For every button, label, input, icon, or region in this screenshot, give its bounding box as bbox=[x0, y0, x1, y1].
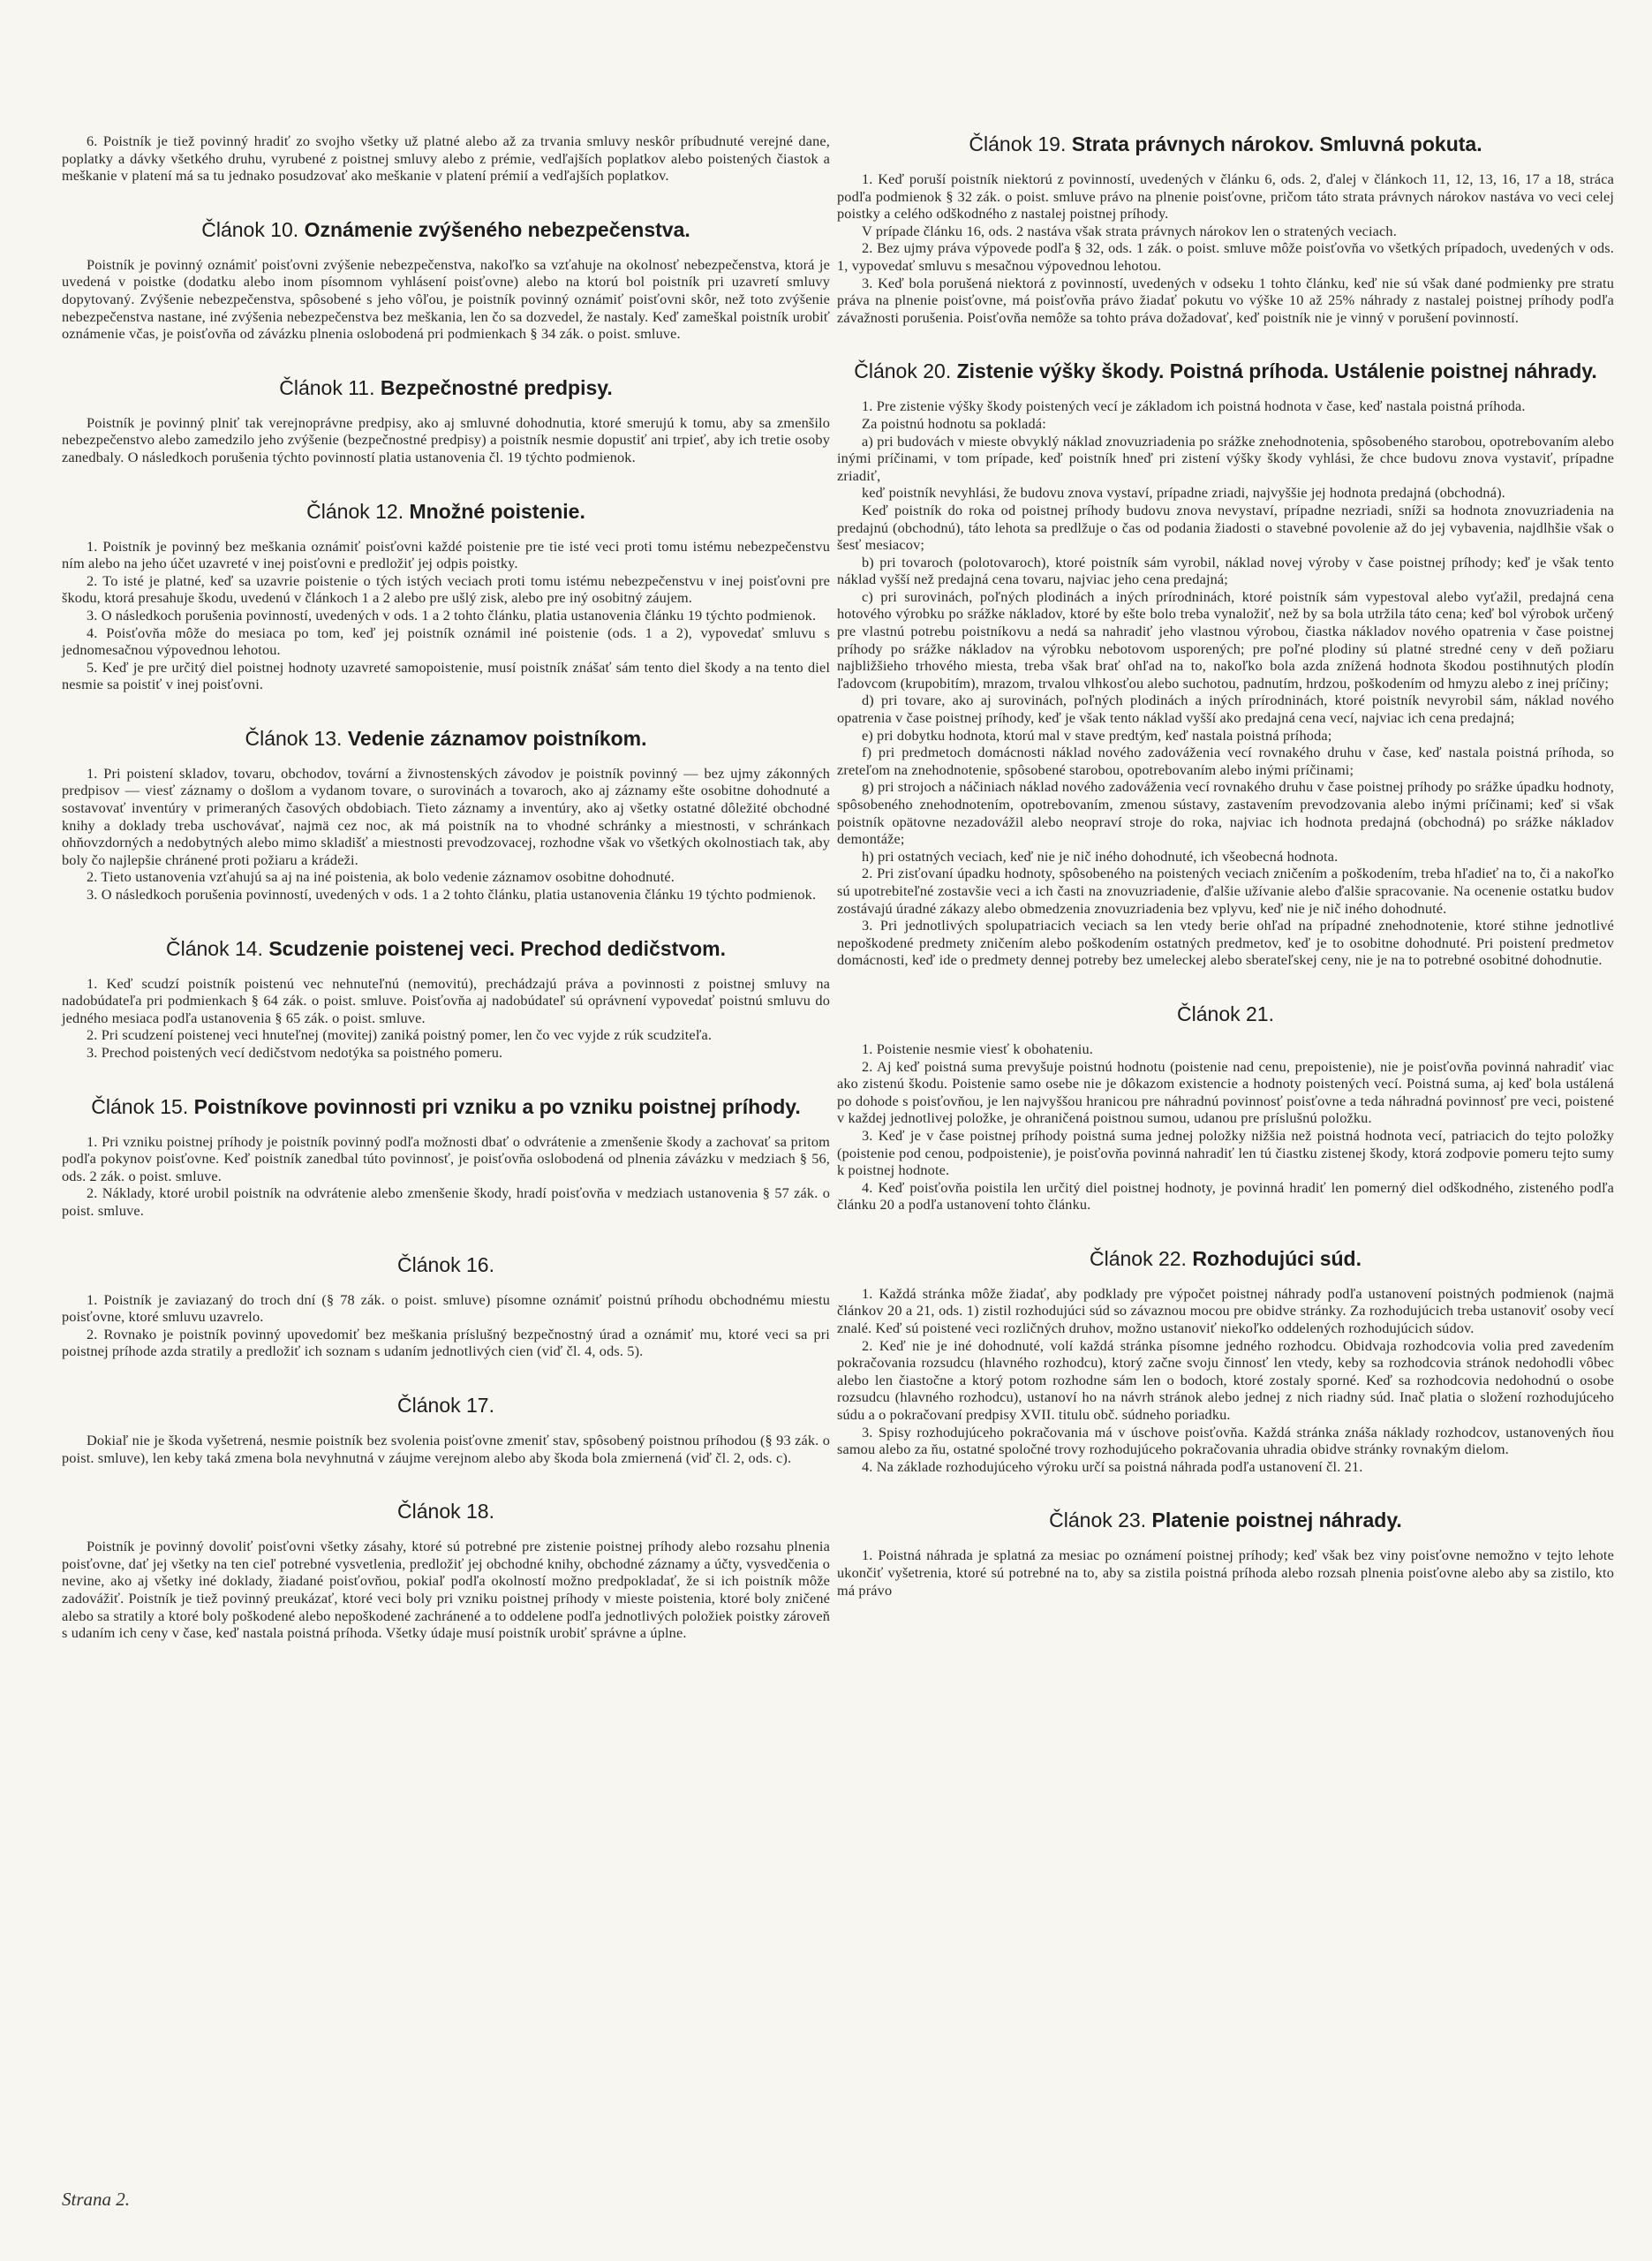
article-number: Článok 11. bbox=[279, 375, 375, 399]
article-paragraph: 4. Na základe rozhodujúceho výroku určí sa poistná náhrada podľa ustanovení čl. 21. bbox=[862, 1457, 1363, 1475]
article-paragraph: 2. Pri scudzení poistenej veci hnuteľnej (movitej) zaniká poistný pomer, len čo vec vyjde z rúk scudziteľa. bbox=[87, 1026, 713, 1044]
article-number: Článok 21. bbox=[1177, 1002, 1274, 1025]
article-paragraph: Za poistnú hodnotu sa pokladá: bbox=[862, 414, 1046, 432]
article-number: Článok 15. bbox=[91, 1094, 189, 1118]
article-paragraph: 5. Keď je pre určitý diel poistnej hodnoty uzavreté samopoistenie, musí poistník znášať sám tento diel škody a na tento diel nesmie sa poistiť v inej poisťovni. bbox=[62, 658, 830, 693]
article bbox=[62, 727, 830, 904]
article-heading bbox=[62, 1253, 830, 1277]
article-title: Zistenie výšky škody. Poistná príhoda. Ustálenie poistnej náhrady. bbox=[956, 359, 1597, 383]
article-paragraph: b) pri tovaroch (polotovaroch), ktoré poistník sám vyrobil, náklad novej výroby v čase poistnej príhody; keď je však tento náklad vyšší než predajná cena tovaru, najviac jeho cena predajná; bbox=[837, 553, 1614, 588]
article-number: Článok 13. bbox=[245, 726, 343, 750]
article-paragraph: 1. Pri poistení skladov, tovaru, obchodov, tovární a živnostenských závodov je poistník povinný — bez ujmy zákonných predpisov — viesť záznamy o došlom a vydanom tovare, o surovinách a tovaroch, ako aj záznamy ešte osobitne dohodnuté a sostavovať inventúry v primeraných časových obdobiach. Tieto záznamy a inventúry, ako aj všetky ostatné dôležité obchodné knihy a doklady treba uschovávať, najmä cez noc, ak má poistník na to vhodné schránky a miestnosti, v schránkach ohňovzdorných a nedobytných alebo mimo skladišť a miestnosti prevodzovacej, rozhodne však vo všetkých okolnostiach tak, aby boly čo najlepšie chránené proti požiaru a krádeži. bbox=[62, 764, 830, 868]
article-title: Vedenie záznamov poistníkom. bbox=[347, 726, 647, 750]
left-column bbox=[62, 132, 830, 1675]
article-paragraph: 3. O následkoch porušenia povinností, uvedených v ods. 1 a 2 tohto článku, platia ustanovenia článku 19 týchto podmienok. bbox=[87, 886, 817, 904]
article-paragraph: Poistník je povinný dovoliť poisťovni všetky zásahy, ktoré sú potrebné pre zistenie poistnej príhody alebo rozsahu plnenia poisťovne, dať jej všetky na ten cieľ potrebné vysvetlenia, predložiť jej obchodné knihy, obchodné záznamy a účty, vysvedčenia o nevine, ako aj všetky iné doklady, žiadané poisťovňou, pokiaľ podľa okolností možno predpokladať, že si ich poistník môže zadovážiť. Poistník je tiež povinný preukázať, ktoré veci boly pri vzniku poistnej príhody v mieste poistenia, ktoré boly zničené alebo sa stratily a ktoré boly poškodené alebo nepoškodené zachránené a to oddelene podľa jednotlivých položiek poistky zároveň s udaním ich ceny v čase, keď nastala poistná príhoda. Všetky údaje musí poistník urobiť správne a úplne. bbox=[62, 1538, 830, 1642]
article-paragraph: keď poistník nevyhlási, že budovu znova vystaví, prípadne zriadi, najvyššie jej hodnota predajná (obchodná). bbox=[862, 484, 1505, 502]
article-paragraph: 3. Prechod poistených vecí dedičstvom nedotýka sa poistného pomeru. bbox=[87, 1044, 503, 1061]
article-paragraph: 1. Keď poruší poistník niektorú z povinností, uvedených v článku 6, ods. 2, ďalej v článkoch 11, 12, 13, 16, 17 a 18, stráca podľa podmienok § 32 zák. o poist. smluve právo na plnenie poisťovne, pričom táto strata právnych nárokov nastáva vo veci celej poistky a celého odškodného z nastalej poistnej príhody. bbox=[837, 170, 1614, 223]
article-paragraph: a) pri budovách v mieste obvyklý náklad znovuzriadenia po srážke znehodnotenia, spôsobeného starobou, opotrebovaním alebo inými príčinami, v tom prípade, keď poistník hneď pri zistení výšky škody vyhlási, že chce budovu znova vystaviť, prípadne zriadiť, bbox=[837, 432, 1614, 484]
article-paragraph: 3. Keď bola porušená niektorá z povinností, uvedených v odseku 1 tohto článku, keď nie sú však dané podmienky pre stratu práva na plnenie poisťovne, má poisťovňa právo žiadať pokutu vo výške 10 až 25% náhrady z nastalej poistnej príhody podľa závažnosti porušenia. Poisťovňa nemôže sa tohto práva dožadovať, keď poistník nie je vinný v porušení povinností. bbox=[837, 274, 1614, 326]
article-heading bbox=[837, 1247, 1614, 1271]
article-paragraph: Poistník je povinný oznámiť poisťovni zvýšenie nebezpečenstva, nakoľko sa vzťahuje na okolnosť nebezpečenstva, ktorá je uvedená v poistke (dodatku alebo inom písomnom vyhlásení poisťovne) alebo na ktorú bol poistník pri uzavretí smluvy dopytovaný. Zvýšenie nebezpečenstva, spôsobené s jeho vôľou, je poistník povinný oznámiť poisťovni skôr, než toto zvýšenie nebezpečenstva nastane, iné zvýšenia nebezpečenstva bez meškania, len čo sa dozvedel, že nastaly. Keď zameškal poistník urobiť oznámenie včas, je poisťovňa od závázku plnenia oslobodená pri podmienkach § 34 zák. o poist. smluve. bbox=[62, 255, 830, 343]
article-paragraph: c) pri surovinách, poľných plodinách a iných prírodninách, ktoré poistník sám vypestoval alebo vyťažil, predajná cena hotového výrobku po srážke nákladov, ktoré by ešte bolo treba vynaložiť, než by sa bola utržila táto cena; keď bol výrobok určený pre vlastnú potrebu poistníkovu a nedá sa nahradiť jeho vlastnou výrobou, čiastka nákladov nového opatrenia v čase poistnej príhody po srážke nákladov na výrobku nebotovom usporených; pre poľné plodiny sú platné stredné ceny v deň požiaru najbližšieho trhového miesta, treba však brať ohľad na to, nakoľko bola azda znížená hodnota škodou postihnutých plodín ľadovcom (krupobitím), mrazom, trvalou vlhkosťou alebo suchotou, padnutím, hrdzou, poškodením od hmyzu alebo z inej príčiny; bbox=[837, 587, 1614, 692]
article-paragraph: 2. Rovnako je poistník povinný upovedomiť bez meškania príslušný bezpečnostný úrad a oznámiť mu, ktoré veci sa pri poistnej príhode azda stratily a predložiť ich soznam s udaním jednotlivých cien (viď čl. 4, ods. 5). bbox=[62, 1325, 830, 1360]
article-number: Článok 14. bbox=[165, 936, 263, 960]
article-paragraph: 3. Keď je v čase poistnej príhody poistná suma jednej položky nižšia než poistná hodnota vecí, patriacich do tejto položky (poistenie pod cenou, podpoistenie), je poisťovňa povinná nahradiť len tú čiastku zistenej škody, ktorá zodpovie pomeru tejto sumy k poistnej hodnote. bbox=[837, 1126, 1614, 1179]
article bbox=[837, 1002, 1614, 1214]
article bbox=[837, 359, 1614, 969]
article-title: Platenie poistnej náhrady. bbox=[1151, 1509, 1402, 1532]
article-heading bbox=[837, 132, 1614, 156]
article bbox=[62, 1394, 830, 1466]
article-heading bbox=[62, 937, 830, 961]
article-title: Scudzenie poistenej veci. Prechod dedičstvom. bbox=[268, 936, 727, 960]
article bbox=[62, 218, 830, 343]
article-heading bbox=[62, 1095, 830, 1119]
article-paragraph: 1. Poistná náhrada je splatná za mesiac po oznámení poistnej príhody; keď však bez viny poisťovne nemožno v tejto lehote ukončiť vyšetrenia, ktoré sú potrebné na to, aby sa zistila poistná príhoda alebo rozsah plnenia poisťovne alebo aby sa zistilo, kto má právo bbox=[837, 1546, 1614, 1599]
article-paragraph: d) pri tovare, ako aj surovinách, poľných plodinách a iných prírodninách, ktoré poistník nevyrobil sám, náklad nového opatrenia v čase poistnej príhody, keď je však tento náklad vyšší ako predajná cena vecí, najviac ich cena predajná; bbox=[837, 692, 1614, 727]
article-paragraph: 1. Poistenie nesmie viesť k obohateniu. bbox=[862, 1040, 1093, 1057]
article-paragraph: 1. Poistník je povinný bez meškania oznámiť poisťovni každé poistenie pre tie isté veci proti tomu istému nebezpečenstvu ním alebo na jeho účet uzavreté v inej poisťovni e predložiť jej odpis poistky. bbox=[62, 537, 830, 572]
article-paragraph: 1. Poistník je zaviazaný do troch dní (§ 78 zák. o poist. smluve) písomne oznámiť poistnú príhodu obchodnému miestu poisťovne, ktoré smluvu uzavrelo. bbox=[62, 1290, 830, 1326]
article-number: Článok 18. bbox=[397, 1500, 494, 1524]
article-paragraph: Keď poistník do roka od poistnej príhody budovu znova nevystaví, prípadne nezriadi, sníži sa hodnota znovuzriadenia na predajnú (obchodnú), táto lehota sa predlžuje o čas od podania žiadosti o stavebné povolenie až do jej vybavenia, najdlhšie však o šesť mesiacov; bbox=[837, 501, 1614, 554]
article-paragraph: 1. Pri vzniku poistnej príhody je poistník povinný podľa možnosti dbať o odvrátenie a zmenšenie škody a zachovať sa pritom podľa pokynov poisťovne. Keď poistník zanedbal túto povinnosť, je poisťovňa oslobodená od plnenia závázku v medziach § 56, ods. 2 zák. o poist. smluve. bbox=[62, 1132, 830, 1184]
page-number: Strana 2. bbox=[62, 2189, 131, 2210]
article bbox=[62, 1095, 830, 1220]
article-paragraph: 2. Keď nie je iné dohodnuté, volí každá stránka písomne jedného rozhodcu. Obidvaja rozhodcovia volia pred zavedením pokračovania rozsudcu (hlavného rozhodcu), ktorý začne svoju činnosť len vtedy, keby sa rozhodcovia stránok nedohodli vôbec alebo len čiastočne a ktorý potom rozhodne sám len o bodoch, ktoré zostaly sporné. Keď sa rozhodcovia nedohodnú o osobe rozsudcu (hlavného rozhodcu), ustanoví ho na návrh stránok alebo jednej z nich riadny súd. Inač platia o složení rozhodujúceho súdu a o pokračovaní predpisy XVII. titulu obč. súdneho poriadku. bbox=[837, 1336, 1614, 1424]
article bbox=[62, 937, 830, 1062]
article bbox=[62, 500, 830, 693]
article-paragraph: e) pri dobytku hodnota, ktorú mal v stave predtým, keď nastala poistná príhoda; bbox=[862, 726, 1332, 744]
article-paragraph: 2. Bez ujmy práva výpovede podľa § 32, ods. 1 zák. o poist. smluve môže poisťovňa vo všetkých prípadoch, uvedených v ods. 1, vypovedať smluvu s mesačnou výpovednou lehotou. bbox=[837, 239, 1614, 274]
article-number: Článok 17. bbox=[397, 1393, 494, 1417]
article bbox=[62, 1500, 830, 1642]
article-number: Článok 20. bbox=[854, 359, 952, 383]
article-heading bbox=[62, 500, 830, 524]
article-title: Rozhodujúci súd. bbox=[1192, 1246, 1362, 1270]
article-number: Článok 22. bbox=[1089, 1246, 1187, 1270]
right-column bbox=[837, 132, 1614, 1632]
article-heading bbox=[837, 359, 1614, 383]
article-paragraph: 3. O následkoch porušenia povinností, uvedených v ods. 1 a 2 tohto článku, platia ustanovenia článku 19 týchto podmienok. bbox=[87, 606, 817, 624]
article-title: Oznámenie zvýšeného nebezpečenstva. bbox=[304, 217, 690, 241]
article-paragraph: Poistník je povinný plniť tak verejnoprávne predpisy, ako aj smluvné dohodnutia, ktoré smerujú k tomu, aby sa zmenšilo nebezpečenstvo alebo zamedzilo jeho zvýšenie (bezpečnostné predpisy) a poistník nesmie dopustiť ani trpieť, aby ich tretie osoby zanedbaly. O následkoch porušenia týchto povinností platia ustanovenia čl. 19 týchto podmienok. bbox=[62, 413, 830, 465]
article-paragraph: h) pri ostatných veciach, keď nie je nič iného dohodnuté, ich všeobecná hodnota. bbox=[862, 847, 1339, 865]
article-paragraph: 2. Náklady, ktoré urobil poistník na odvrátenie alebo zmenšenie škody, hradí poisťovňa v medziach ustanovenia § 57 zák. o poist. smluve. bbox=[62, 1184, 830, 1219]
article-number: Článok 23. bbox=[1049, 1509, 1147, 1532]
article-paragraph: 2. To isté je platné, keď sa uzavrie poistenie o tých istých veciach proti tomu istému nebezpečenstvu v inej poisťovni pre škodu, ktorá presahuje škodu, uvedenú v článkoch 1 a 2 alebo pre ušlý zisk, alebo pre iný osobitný záujem. bbox=[62, 571, 830, 607]
article-paragraph: 2. Pri zisťovaní úpadku hodnoty, spôsobeného na poistených veciach zničením a poškodením, treba hľadieť na to, či a nakoľko sú upotrebiteľné zostavšie veci a ich časti na znovuzriadenie, ďalšie užívanie alebo ďalšie spracovanie. Na ocenenie ostatku budov zostávajú úradné zákazy alebo obmedzenia znovuzriadenia bez vplyvu, keď nie je nič iného dohodnuté. bbox=[837, 865, 1614, 917]
article-heading bbox=[62, 727, 830, 751]
article-title: Bezpečnostné predpisy. bbox=[380, 375, 613, 399]
article-number: Článok 19. bbox=[969, 132, 1067, 155]
article-paragraph: 3. Spisy rozhodujúceho pokračovania má v úschove poisťovňa. Každá stránka znáša náklady rozhodcov, ustanovených ňou samou alebo za ňu, ostatné spoločné trovy rozhodujúceho pokračovania uhradia obidve stránky rovnakým dielom. bbox=[837, 1423, 1614, 1458]
article-heading bbox=[62, 1500, 830, 1524]
article-paragraph: 3. Pri jednotlivých spolupatriacich veciach sa len vtedy berie ohľad na prípadné znehodnotenie, ktoré stihne jednotlivé nepoškodené predmety zničením alebo poškodením ostatných predmetov, keď je to osobitne dohodnuté. Pri poistení predmetov domácnosti, keď ide o predmety dennej potreby bez umeleckej alebo sberateľskej ceny, nie je na to potrebné osobitné dohodnutie. bbox=[837, 917, 1614, 969]
article-paragraph: 1. Keď scudzí poistník poistenú vec nehnuteľnú (nemovitú), prechádzajú práva a povinnosti z poistnej smluvy na nadobúdateľa pri podmienkach § 64 zák. o poist. smluve. Poisťovňa aj nadobúdateľ sú oprávnení vypovedať poistnú smluvu do jedného mesiaca podľa ustanovenia § 65 zák. o poist. smluve. bbox=[62, 974, 830, 1026]
article-title: Strata právnych nárokov. Smluvná pokuta. bbox=[1071, 132, 1482, 155]
article-paragraph: V prípade článku 16, ods. 2 nastáva však strata právnych nárokov len o stratených veciach. bbox=[862, 222, 1397, 239]
article-heading bbox=[62, 218, 830, 242]
article-heading bbox=[837, 1002, 1614, 1026]
article-paragraph: 4. Poisťovňa môže do mesiaca po tom, keď jej poistník oznámil iné poistenie (ods. 1 a 2), vypovedať smluvu s jednomesačnou výpovednou lehotou. bbox=[62, 624, 830, 659]
article-paragraph: 1. Každá stránka môže žiadať, aby podklady pre výpočet poistnej náhrady podľa ustanovení poistných podmienok (najmä článkov 20 a 21, ods. 1) zistil rozhodujúci súd so závaznou mocou pre obidve stránky. Za rozhodujúcich treba ustanoviť osoby vecí znalé. Keď sú poistené veci rozličných druhov, možno ustanoviť niekoľko oddelených rozhodujúcich súdov. bbox=[837, 1284, 1614, 1337]
article-number: Článok 16. bbox=[397, 1252, 494, 1276]
article-number: Článok 10. bbox=[201, 217, 299, 241]
article-paragraph: 4. Keď poisťovňa poistila len určitý diel poistnej hodnoty, je povinná hradiť len pomerný diel odškodného, zisteného podľa článku 20 a podľa ustanovení tohto článku. bbox=[837, 1178, 1614, 1214]
article bbox=[62, 376, 830, 466]
article bbox=[62, 1253, 830, 1360]
article bbox=[62, 132, 830, 185]
article-heading bbox=[837, 1509, 1614, 1532]
article-title: Poistníkove povinnosti pri vzniku a po vzniku poistnej príhody. bbox=[193, 1094, 801, 1118]
article-paragraph: g) pri strojoch a náčiniach náklad nového zadováženia vecí rovnakého druhu v čase poistnej príhody po srážke úpadku hodnoty, spôsobeného znehodnotením, opotrebovaním, zmenou sústavy, zastavením prevodzovania alebo inými príčinami; keď si však poistník opätovne nezadovážil alebo neopraví stroje do roka, najviac ich hodnota predajná (obchodná) po srážke nákladov demontáže; bbox=[837, 778, 1614, 848]
article-paragraph: f) pri predmetoch domácnosti náklad nového zadováženia vecí rovnakého druhu v čase, keď nastala poistná príhoda, so zreteľom na znehodnotenie, spôsobené starobou, opotrebovaním alebo inými príčinami; bbox=[837, 744, 1614, 778]
article bbox=[837, 132, 1614, 326]
article-paragraph: 2. Tieto ustanovenia vzťahujú sa aj na iné poistenia, ak bolo vedenie záznamov osobitne dohodnuté. bbox=[87, 868, 675, 886]
article bbox=[837, 1509, 1614, 1599]
article-paragraph: Dokiaľ nie je škoda vyšetrená, nesmie poistník bez svolenia poisťovne zmeniť stav, spôsobený poistnou príhodou (§ 93 zák. o poist. smluve), len keby taká zmena bola nevyhnutná v záujme verejnom alebo aby škoda bola zmiernená (viď čl. 2, ods. c). bbox=[62, 1431, 830, 1466]
article-heading bbox=[62, 376, 830, 400]
article-paragraph: 2. Aj keď poistná suma prevyšuje poistnú hodnotu (poistenie nad cenu, prepoistenie), nie je poisťovňa povinná nahradiť viac ako zistenú škodu. Poistenie samo osebe nie je dôkazom existencie a hodnoty poistených vecí. Poistná suma, aj keď bola ustálená po dohode s poisťovňou, je len najvyššou hranicou pre náhradnú povinnosť poisťovne a teda náhradná povinnosť pre veci, poistené v každej jednotlivej položke, je ohraničená poistnou sumou, udanou pre príslušnú položku. bbox=[837, 1057, 1614, 1127]
article-heading bbox=[62, 1394, 830, 1418]
article-title: Množné poistenie. bbox=[409, 499, 585, 523]
article-paragraph: 1. Pre zistenie výšky škody poistených vecí je základom ich poistná hodnota v čase, keď nastala poistná príhoda. bbox=[862, 397, 1526, 415]
article-paragraph: 6. Poistník je tiež povinný hradiť zo svojho všetky už platné alebo až za trvania smluvy neskôr príbudnuté verejné dane, poplatky a dávky všetkého druhu, vyrubené z poistnej smluvy alebo z prémie, vedľajších poplatkov alebo poistených čiastok a meškanie v platení má sa tu jednako posudzovať ako meškanie v platení prémií a vedľajších poplatkov. bbox=[62, 132, 830, 185]
article bbox=[837, 1247, 1614, 1476]
article-number: Článok 12. bbox=[306, 499, 404, 523]
